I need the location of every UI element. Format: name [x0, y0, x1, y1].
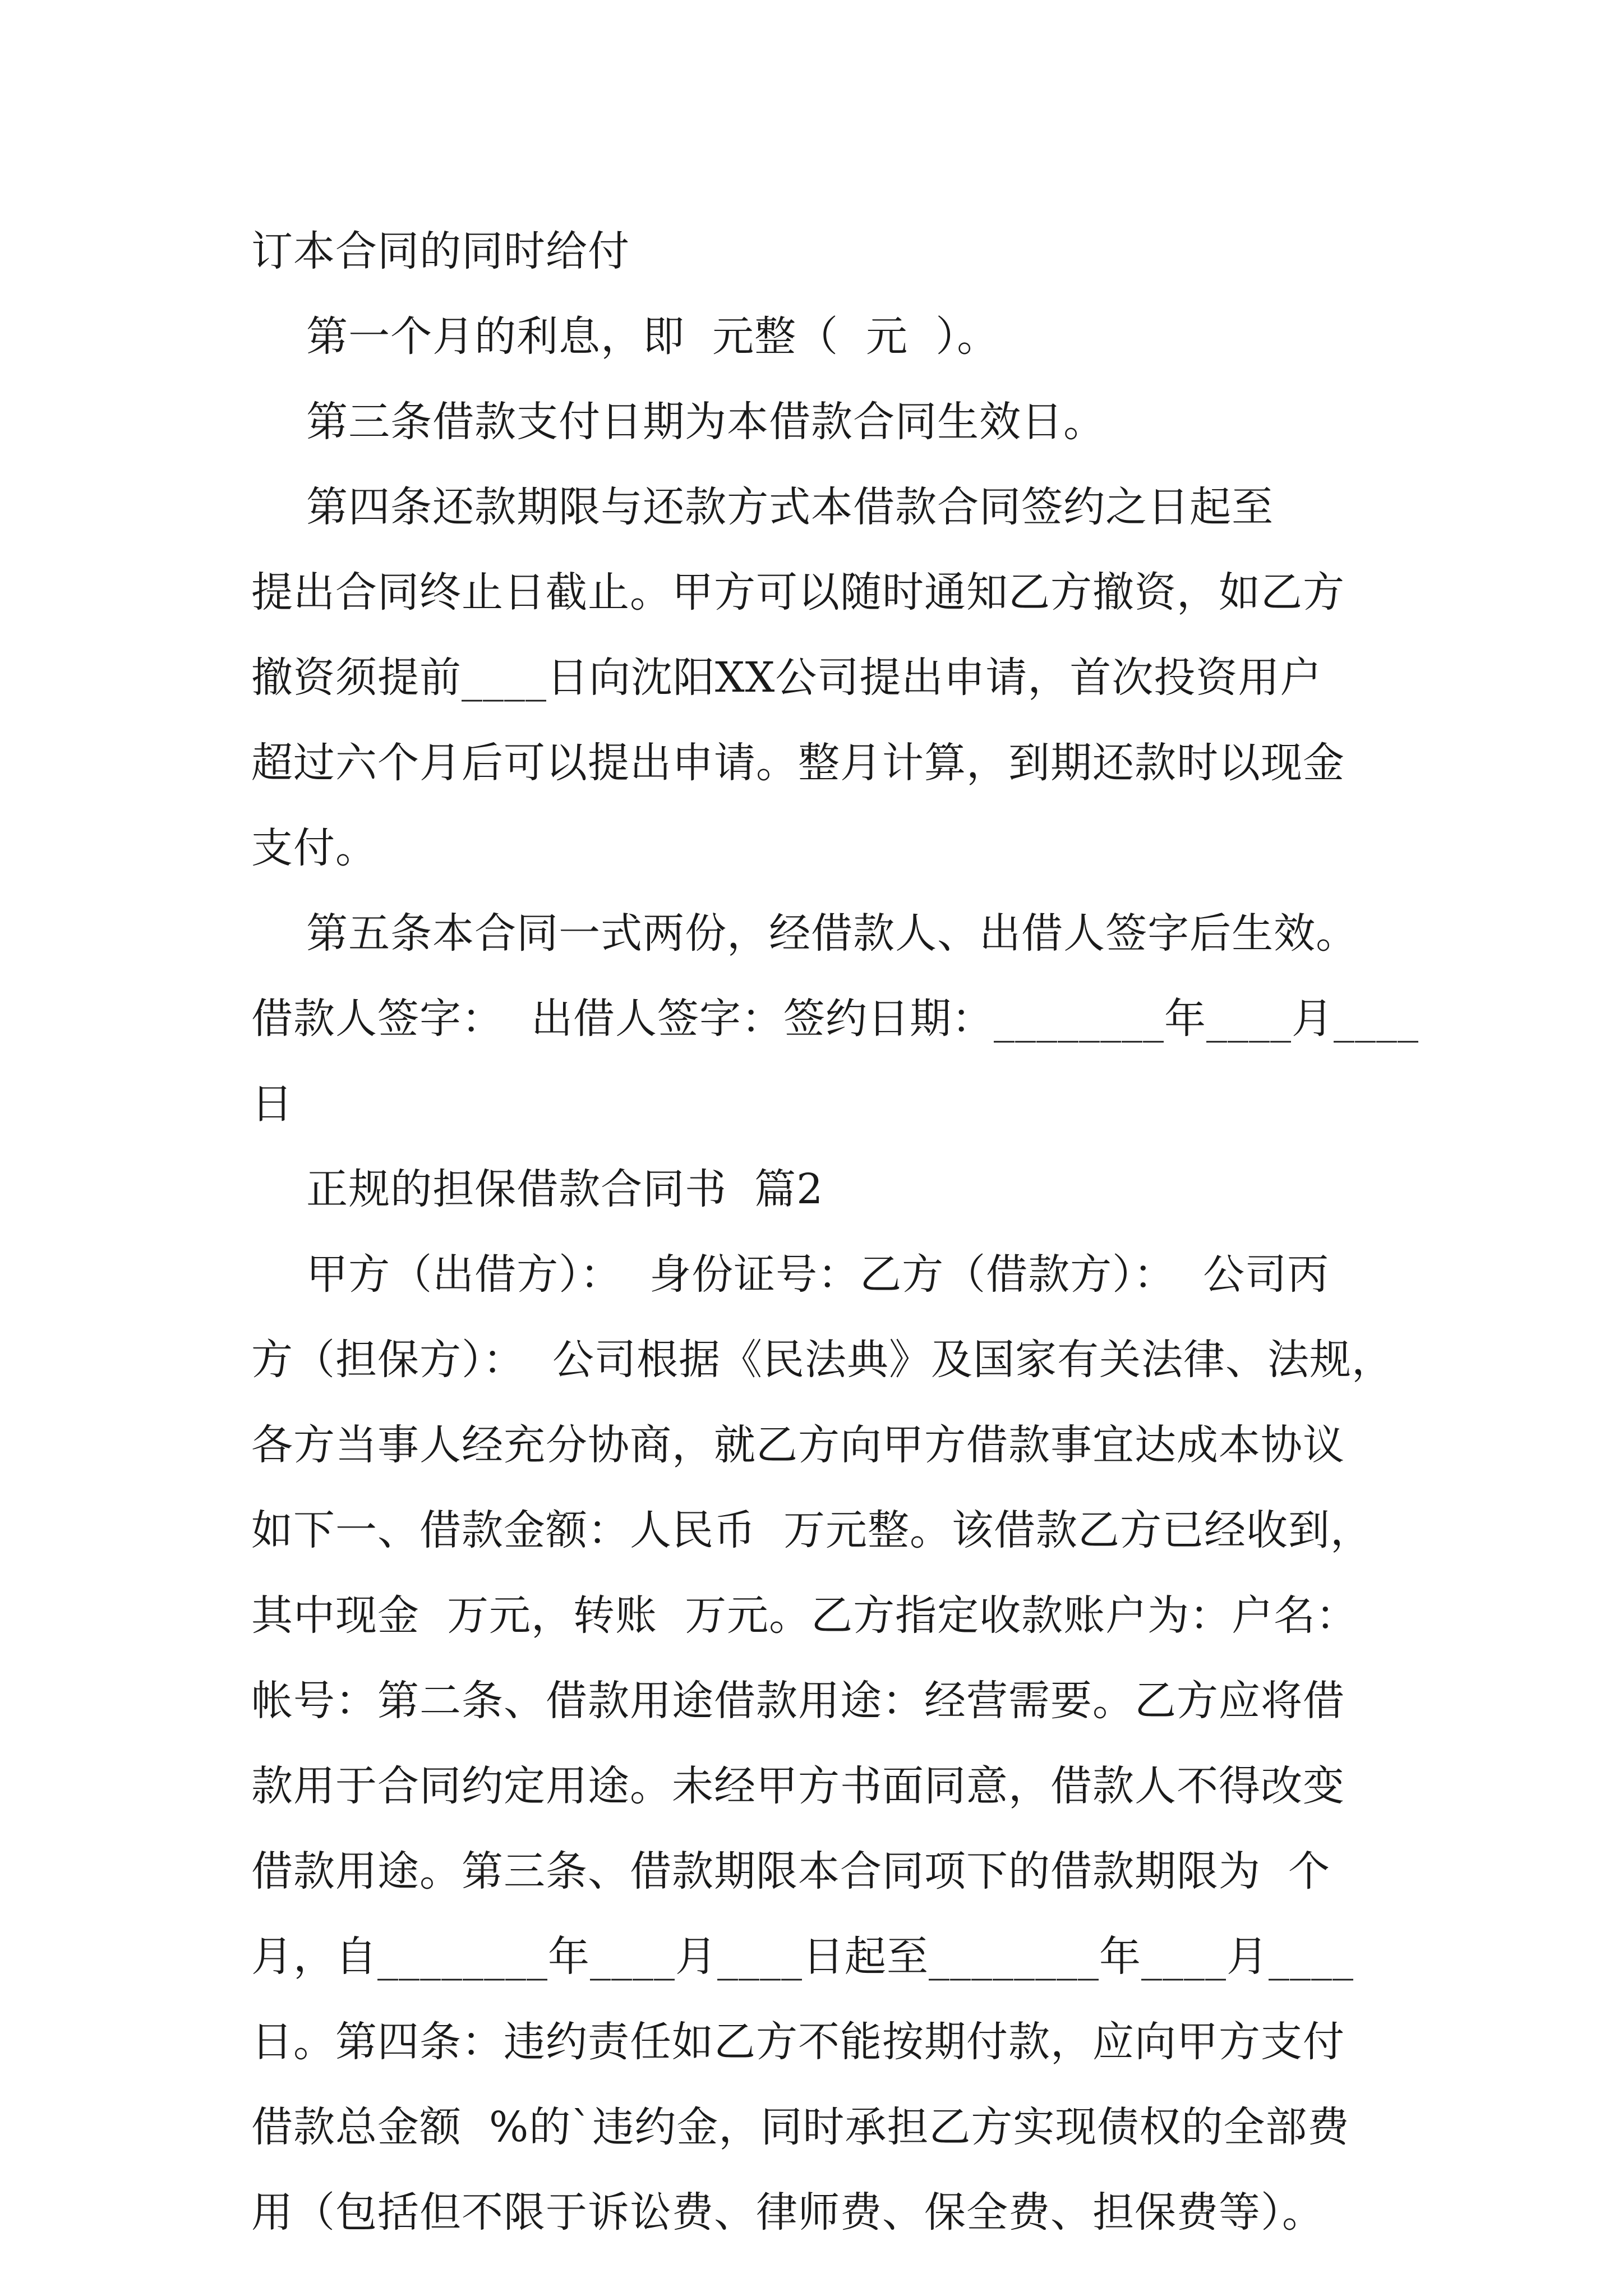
- text-line: 如下一、借款金额：人民币 万元整。该借款乙方已经收到，: [251, 1506, 1373, 1554]
- text-line: 第一个月的利息，即 元整（ 元 ）。: [251, 312, 999, 361]
- text-line: 款用于合同约定用途。未经甲方书面同意，借款人不得改变: [251, 1762, 1345, 1810]
- text-line: 超过六个月后可以提出申请。整月计算，到期还款时以现金: [251, 739, 1345, 787]
- text-line: 第五条本合同一式两份，经借款人、出借人签字后生效。: [251, 909, 1358, 958]
- text-line: 月，自________年____月____日起至________年____月____: [251, 1932, 1354, 1981]
- text-line: 甲方（出借方）： 身份证号：乙方（借款方）： 公司丙: [251, 1250, 1330, 1299]
- text-line: 日: [251, 1080, 293, 1128]
- text-line: 第四条还款期限与还款方式本借款合同签约之日起至: [251, 483, 1274, 531]
- text-line: 用（包括但不限于诉讼费、律师费、保全费、担保费等）。: [251, 2188, 1324, 2237]
- text-line: 各方当事人经充分协商，就乙方向甲方借款事宜达成本协议: [251, 1421, 1345, 1469]
- text-line: 帐号：第二条、借款用途借款用途：经营需要。乙方应将借: [251, 1677, 1345, 1725]
- signature-line: 借款人签字： 出借人签字：签约日期：________年____月____: [251, 995, 1419, 1043]
- text-line: 其中现金 万元，转账 万元。乙方指定收款账户为：户名：: [251, 1591, 1358, 1640]
- text-line: 撤资须提前____日向沈阳XX公司提出申请，首次投资用户: [251, 654, 1322, 702]
- text-line: 日。第四条：违约责任如乙方不能按期付款，应向甲方支付: [251, 2018, 1345, 2066]
- section-heading: 正规的担保借款合同书 篇2: [251, 1165, 824, 1213]
- text-line: 方（担保方）： 公司根据《民法典》及国家有关法律、法规，: [251, 1336, 1394, 1384]
- text-line: 借款用途。第三条、借款期限本合同项下的借款期限为 个: [251, 1847, 1331, 1895]
- document-body: [251, 209, 1419, 2255]
- text-line: 支付。: [251, 824, 377, 872]
- text-line: 第三条借款支付日期为本借款合同生效日。: [251, 398, 1106, 446]
- text-line: 订本合同的同时给付: [251, 227, 630, 275]
- text-line: 借款总金额 %的`违约金，同时承担乙方实现债权的全部费: [251, 2103, 1350, 2151]
- text-line: 提出合同终止日截止。甲方可以随时通知乙方撤资，如乙方: [251, 568, 1345, 616]
